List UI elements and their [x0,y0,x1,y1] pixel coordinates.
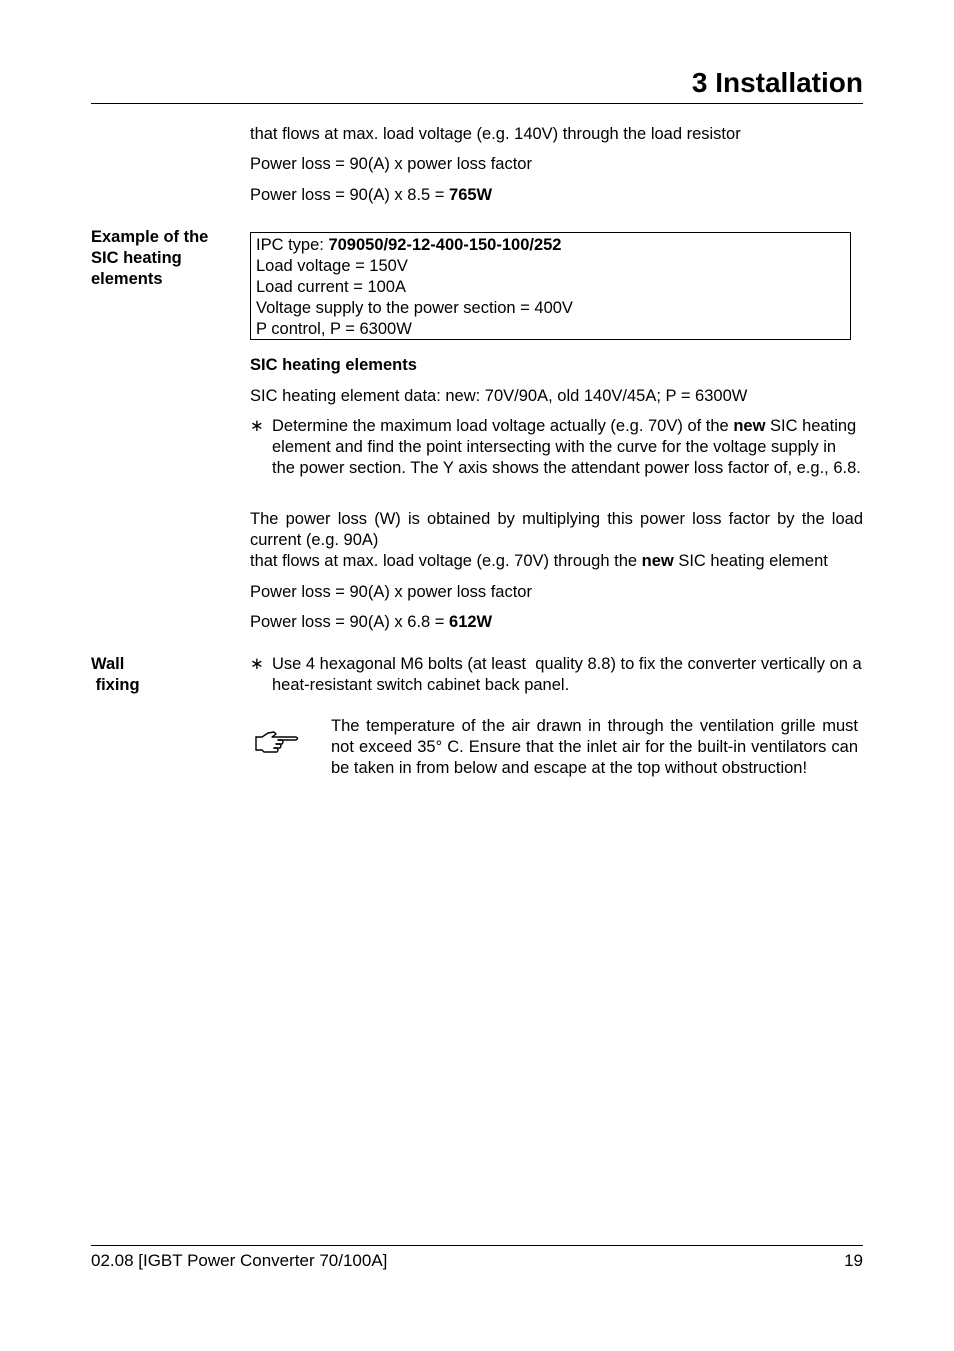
load-voltage-line: Load voltage = 150V [256,257,408,275]
pointing-hand-icon [254,728,300,758]
bullet-star-icon: ∗ [250,655,264,673]
power-loss-result: 765W [449,186,493,204]
bullet-wall-fixing: ∗ Use 4 hexagonal M6 bolts (at least quality 8.8) to fix the converter vertically on a heat-resistant switch cabinet back panel. [250,655,867,694]
load-current-line: Load current = 100A [256,278,406,296]
footer-document-title: 02.08 [IGBT Power Converter 70/100A] [91,1251,388,1270]
intro-line-3: Power loss = 90(A) x 8.5 = 765W [250,186,493,204]
page-number: 19 [844,1251,863,1270]
intro-line-2: Power loss = 90(A) x power loss factor [250,155,532,173]
ipc-type-line: IPC type: 709050/92-12-400-150-100/252 [256,236,562,254]
formula-line-2: Power loss = 90(A) x 6.8 = 612W [250,613,493,631]
side-heading-wall: Wall fixing [91,655,140,694]
bullet-determine: ∗ Determine the maximum load voltage actually (e.g. 70V) of the new SIC heating element and find the point intersecting with the curve for the voltage supply in the power section. The Y axis shows the attendant power loss factor of, e.g., 6.8. [250,417,861,477]
sic-data-line: SIC heating element data: new: 70V/90A, old 140V/45A; P = 6300W [250,387,748,405]
intro-line-1: that flows at max. load voltage (e.g. 140V) through the load resistor [250,125,741,143]
side-heading-example: Example of the SIC heating elements [91,228,209,288]
ipc-data-box [250,232,851,340]
formula-line-1: Power loss = 90(A) x power loss factor [250,583,532,601]
power-loss-paragraph: The power loss (W) is obtained by multiplying this power loss factor by the load current (e.g. 90A) that flows at max. load voltage (e.g. 70V) through the new SIC heating element [250,510,863,570]
subheading-sic: SIC heating elements [250,356,417,374]
p-control-line: P control, P = 6300W [256,320,412,338]
note-text: The temperature of the air drawn in through the ventilation grille must not exceed 35° C. Ensure that the inlet air for the built-in ventilators can be taken in from below and escape at the top without obstruction! [331,717,858,777]
bullet-star-icon: ∗ [250,417,264,435]
footer-rule [91,1245,863,1246]
supply-voltage-line: Voltage supply to the power section = 400V [256,299,573,317]
page-title: 3 Installation [691,67,863,98]
power-loss-result-2: 612W [449,613,493,631]
header-rule [91,103,863,104]
